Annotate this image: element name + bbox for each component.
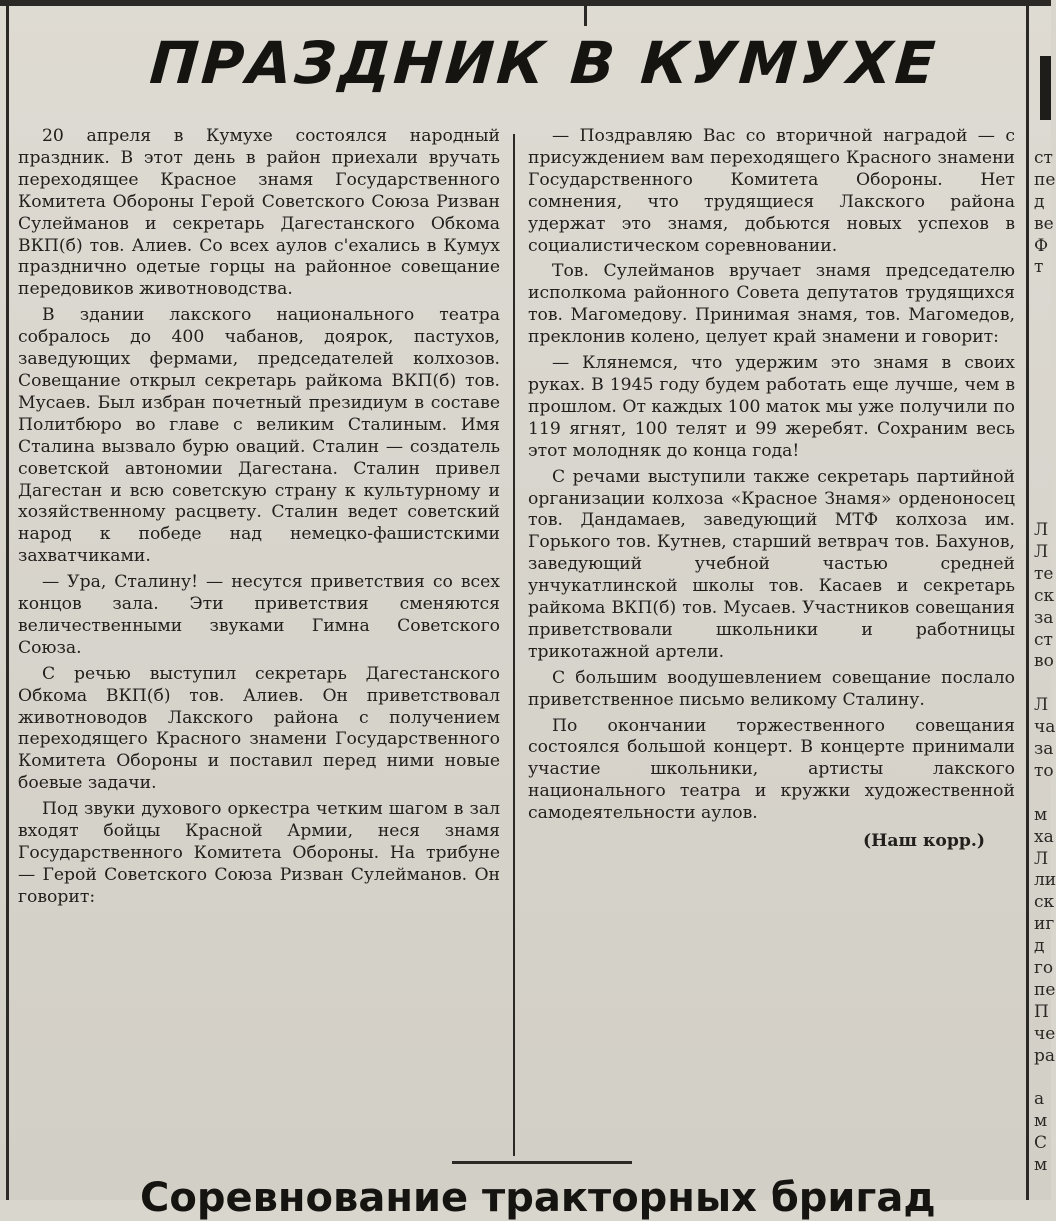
column-divider bbox=[513, 134, 515, 1156]
margin-fragment: пе bbox=[1034, 169, 1056, 190]
left-border-rule bbox=[6, 0, 9, 1200]
margin-fragment: ра bbox=[1034, 1045, 1056, 1066]
margin-fragment: м bbox=[1034, 1154, 1048, 1175]
margin-fragment: Л bbox=[1034, 542, 1049, 563]
article-paragraph: — Поздравляю Вас со вторичной наградой — с присуждением вам переходящего Красного знамени Государственного Комитета Обороны. Нет сомнения, что трудящиеся Лакского района удержат это знамя, добьются новых успехов в социалистическом соревновании. bbox=[528, 126, 1015, 256]
margin-fragment bbox=[1034, 279, 1051, 301]
margin-fragment: ст bbox=[1034, 629, 1053, 650]
margin-fragment: м bbox=[1034, 804, 1048, 825]
article-headline: ПРАЗДНИК В КУМУХЕ bbox=[147, 29, 941, 97]
top-border-rule bbox=[0, 0, 1051, 6]
article-paragraph: По окончании торжественного совещания состоялся большой концерт. В концерте принимали участие школьники, артисты лакского национального театра и кружки художественной самодеятельности аулов. bbox=[528, 715, 1015, 824]
article-paragraph: — Клянемся, что удержим это знамя в своих руках. В 1945 году будем работать еще лучше, чем в прошлом. От каждых 100 маток мы уже получили по 119 ягнят, 100 телят и 99 жеребят. Сохраним весь этот молодняк до конца года! bbox=[528, 353, 1015, 461]
margin-fragment bbox=[1034, 498, 1051, 520]
margin-fragment: д bbox=[1034, 936, 1045, 957]
margin-fragment bbox=[1034, 345, 1051, 367]
article-paragraph: С большим воодушевлением совещание послало приветственное письмо великому Сталину. bbox=[528, 667, 1015, 710]
margin-fragment: че bbox=[1034, 1023, 1056, 1044]
margin-fragment: Ф bbox=[1034, 235, 1049, 256]
article-paragraph: Тов. Сулейманов вручает знамя председателю исполкома районного Совета депутатов трудящихся тов. Магомедову. Принимая знамя, тов. Магомедов, преклонив колено, целует край знамени и говорит: bbox=[528, 261, 1015, 348]
margin-fragment: м bbox=[1034, 1111, 1048, 1132]
article-paragraph: 20 апреля в Кумухе состоялся народный праздник. В этот день в район приехали вручать переходящее Красное знамя Государственного Комитета Обороны Герой Советского Союза Ризван Сулейманов и секретарь Дагестанского Обкома ВКП(б) тов. Алиев. Со всех аулов с'ехались в Кумух празднично одетые горцы на районное совещание передовиков животноводства. bbox=[18, 126, 500, 300]
margin-fragment: ст bbox=[1034, 148, 1053, 168]
bottom-separator-rule bbox=[452, 1161, 632, 1164]
margin-fragment: пе bbox=[1034, 979, 1056, 1000]
margin-fragment bbox=[1034, 411, 1051, 433]
margin-fragment: за bbox=[1034, 739, 1054, 760]
margin-fragment bbox=[1034, 301, 1051, 323]
margin-fragment: д bbox=[1034, 191, 1045, 212]
margin-fragment: го bbox=[1034, 957, 1054, 978]
margin-fragment: П bbox=[1034, 1001, 1049, 1022]
right-column-rule bbox=[1026, 0, 1029, 1200]
margin-fragment bbox=[1034, 367, 1051, 389]
article-paragraph: С речами выступили также секретарь партийной организации колхоза «Красное Знамя» орденоносец тов. Дандамаев, заведующий МТФ колхоза им. Горького тов. Кутнев, старший ветврач тов. Бахунов, заведующий учебной частью средней унчукатлинской школы тов. Касаев и секретарь райкома ВКП(б) тов. Мусаев. Участников совещания приветствовали школьники и работницы трикотажной артели. bbox=[528, 466, 1015, 662]
margin-fragment: т bbox=[1034, 257, 1044, 278]
article-paragraph: — Ура, Сталину! — несутся приветствия со всех концов зала. Эти приветствия сменяются величественными звуками Гимна Советского Союза. bbox=[18, 572, 500, 658]
margin-fragment bbox=[1034, 323, 1051, 345]
top-divider-rule bbox=[584, 0, 587, 26]
article-paragraph: В здании лакского национального театра собралось до 400 чабанов, доярок, пастухов, заведующих фермами, председателей колхозов. Совещание открыл секретарь райкома ВКП(б) тов. Мусаев. Был избран почетный президиум в составе Политбюро во главе с великим Сталиным. Имя Сталина вызвало бурю оваций. Сталин — создатель советской автономии Дагестана. Сталин привел Дагестан и всю советскую страну к культурному и хозяйственному расцвету. Сталин ведет советский народ к победе над немецко-фашистскими захватчиками. bbox=[18, 305, 500, 567]
article-paragraph: Под звуки духового оркестра четким шагом в зал входят бойцы Красной Армии, неся знамя Государственного Комитета Обороны. На трибуне — Герой Советского Союза Ризван Сулейманов. Он говорит: bbox=[18, 799, 500, 907]
margin-fragment bbox=[1034, 673, 1051, 695]
margin-fragment bbox=[1034, 389, 1051, 411]
margin-fragment: ча bbox=[1034, 717, 1056, 738]
margin-fragment: во bbox=[1034, 651, 1054, 672]
margin-fragment bbox=[1034, 433, 1051, 455]
margin-fragment bbox=[1034, 454, 1051, 476]
margin-fragment bbox=[1034, 1067, 1051, 1089]
margin-fragment bbox=[1034, 476, 1051, 498]
margin-fragment: Л bbox=[1034, 695, 1049, 716]
right-margin-text-fragments bbox=[1034, 148, 1056, 1177]
margin-fragment bbox=[1034, 783, 1051, 805]
adjacent-headline-fragment bbox=[1040, 56, 1051, 120]
margin-fragment: иг bbox=[1034, 914, 1055, 935]
margin-fragment: ли bbox=[1034, 870, 1056, 891]
article-signature: (Наш корр.) bbox=[863, 831, 985, 852]
margin-fragment: ск bbox=[1034, 585, 1055, 606]
margin-fragment: те bbox=[1034, 563, 1054, 584]
margin-fragment: за bbox=[1034, 607, 1054, 628]
margin-fragment: Л bbox=[1034, 520, 1049, 541]
margin-fragment: то bbox=[1034, 760, 1054, 781]
next-article-headline: Соревнование тракторных бригад bbox=[140, 1175, 936, 1221]
margin-fragment: ве bbox=[1034, 213, 1054, 234]
article-column-left bbox=[18, 126, 500, 913]
margin-fragment: ск bbox=[1034, 892, 1055, 913]
margin-fragment: ха bbox=[1034, 826, 1054, 847]
article-paragraph: С речью выступил секретарь Дагестанского Обкома ВКП(б) тов. Алиев. Он приветствовал животноводов Лакского района с получением переходящего Красного знамени Государственного Комитета Обороны и поставил перед ними новые боевые задачи. bbox=[18, 663, 500, 794]
margin-fragment: С bbox=[1034, 1133, 1048, 1154]
article-column-right bbox=[528, 126, 1015, 857]
margin-fragment: а bbox=[1034, 1089, 1045, 1110]
margin-fragment: Л bbox=[1034, 848, 1049, 869]
